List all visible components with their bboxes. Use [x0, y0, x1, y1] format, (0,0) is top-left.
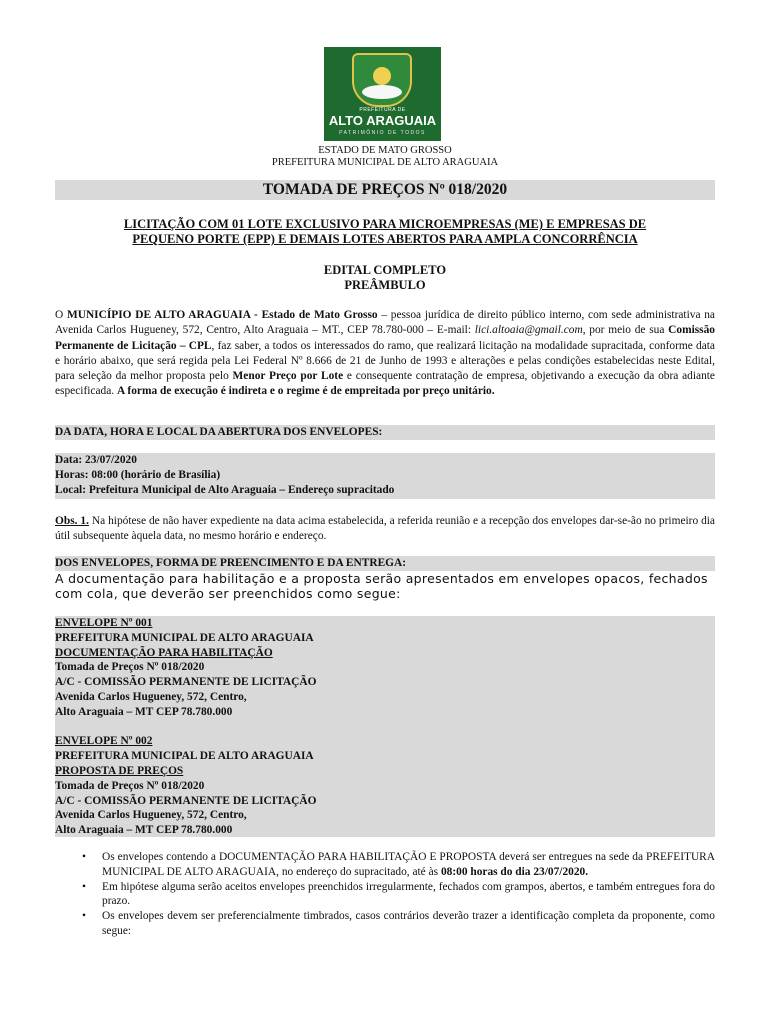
criteria-text: Menor Preço por Lote [232, 370, 344, 383]
municipality-logo [324, 47, 441, 141]
logo-tagline: PATRIMÔNIO DE TODOS [339, 130, 426, 136]
edital-line-1: EDITAL COMPLETO [323, 263, 447, 277]
municipality-name: MUNICÍPIO DE ALTO ARAGUAIA - Estado de Mato Grosso [66, 309, 378, 321]
logo-big-text: ALTO ARAGUAIA [328, 113, 437, 128]
email-link[interactable]: lici.altoaia@gmail.com [474, 324, 583, 337]
envelope-1-city: Alto Araguaia – MT CEP 78.780.000 [55, 705, 233, 718]
bullet-icon: • [82, 880, 86, 893]
envelope-2-org: PREFEITURA MUNICIPAL DE ALTO ARAGUAIA [55, 750, 314, 763]
document-title: TOMADA DE PREÇOS Nº 018/2020 [55, 180, 715, 200]
bullet-icon: • [82, 910, 86, 923]
envelopes-box [55, 616, 715, 837]
date-line: Data: 23/07/2020 [55, 454, 137, 466]
envelope-2-ac: A/C - COMISSÃO PERMANENTE DE LICITAÇÃO [55, 794, 317, 807]
regime-text: A forma de execução é indireta e o regime é de empreitada por preço unitário. [116, 385, 495, 398]
envelope-2-doc: PROPOSTA DE PREÇOS [55, 764, 184, 777]
preamble-paragraph: O MUNICÍPIO DE ALTO ARAGUAIA - Estado de Mato Grosso – pessoa jurídica de direito público interno, com sede administrativa na Avenida Carlos Hugueney, 572, Centro, Alto Araguaia – MT., CEP 78.780-000 – E-mail: lici.altoaia@gmail.com, por meio de sua Comissão Permanente de Licitação – CPL, faz saber, a todos os interessados do ramo, que realizará licitação na modalidade supracitada, conforme data e horário abaixo, que será regida pela Lei Federal Nº 8.666 de 21 de Junho de 1993 e alterações e pelas condições estabelecidas neste Edital, para seleção da melhor proposta pelo Menor Preço por Lote e consequente contratação de empresa, objetivando a execução da obra adiante especificada. A forma de execução é indireta e o regime é de empreitada por preço unitário. [55, 309, 715, 398]
bullet-icon: • [82, 851, 86, 863]
envelope-2-city: Alto Araguaia – MT CEP 78.780.000 [55, 824, 233, 837]
envelope-1-ac: A/C - COMISSÃO PERMANENTE DE LICITAÇÃO [55, 676, 317, 689]
envelope-1-address: Avenida Carlos Hugueney, 572, Centro, [55, 690, 247, 703]
section-heading-envelopes: DOS ENVELOPES, FORMA DE PREENCIMENTO E DA ENTREGA: [55, 556, 715, 571]
envelope-1-title: ENVELOPE Nº 001 [55, 617, 153, 629]
list-item: • Em hipótese alguma serão aceitos envelopes preenchidos irregularmente, fechados com grampos, abertos, e também entregues fora do prazo. [55, 880, 715, 910]
list-item: • Os envelopes devem ser preferencialmente timbrados, casos contrários deverão trazer a identificação completa da proponente, como segue: [55, 909, 715, 939]
envelope-1-org: PREFEITURA MUNICIPAL DE ALTO ARAGUAIA [55, 631, 314, 644]
envelopes-intro: A documentação para habilitação e a proposta serão apresentados em envelopes opacos, fechados com cola, que deverão ser preenchidos como segue: [55, 571, 708, 601]
observation-paragraph: Obs. 1. Na hipótese de não haver expediente na data acima estabelecida, a referida reunião e a recepção dos envelopes dar-se-ão no primeiro dia útil subsequente àquela data, no mesmo horário e endereço. [55, 515, 715, 542]
list-item: • Os envelopes contendo a DOCUMENTAÇÃO PARA HABILITAÇÃO E PROPOSTA deverá ser entregues na sede da PREFEITURA MUNICIPAL DE ALTO ARAGUAIA, no endereço do supracitado, até às 08:00 horas do dia 23/07/2020. [55, 850, 715, 880]
cpl-name: Comissão Permanente de Licitação – CPL [55, 324, 715, 352]
location-line: Local: Prefeitura Municipal de Alto Araguaia – Endereço supracitado [55, 484, 395, 496]
bullet-list [55, 850, 715, 939]
licitacao-subtitle [55, 217, 715, 247]
document-header [55, 145, 715, 169]
subtitle-line-2: PEQUENO PORTE (EPP) E DEMAIS LOTES ABERTOS PARA AMPLA CONCORRÊNCIA [132, 232, 638, 246]
logo-small-text: PREFEITURA DE [359, 107, 406, 113]
envelope-1-tp: Tomada de Preços Nº 018/2020 [55, 661, 205, 674]
edital-heading [55, 263, 715, 293]
section-heading-data: DA DATA, HORA E LOCAL DA ABERTURA DOS ENVELOPES: [55, 425, 715, 440]
header-prefeitura: PREFEITURA MUNICIPAL DE ALTO ARAGUAIA [271, 157, 499, 168]
envelope-2-tp: Tomada de Preços Nº 018/2020 [55, 779, 205, 792]
subtitle-line-1: LICITAÇÃO COM 01 LOTE EXCLUSIVO PARA MICROEMPRESAS (ME) E EMPRESAS DE [123, 217, 647, 231]
envelope-2-address: Avenida Carlos Hugueney, 572, Centro, [55, 809, 247, 822]
coat-of-arms-icon [352, 53, 412, 107]
obs-label: Obs. 1. [55, 515, 89, 527]
envelope-2-title: ENVELOPE Nº 002 [55, 735, 153, 748]
header-state: ESTADO DE MATO GROSSO [318, 145, 452, 156]
edital-line-2: PREÂMBULO [344, 278, 426, 292]
time-line: Horas: 08:00 (horário de Brasília) [55, 469, 221, 481]
envelope-1-doc: DOCUMENTAÇÃO PARA HABILITAÇÃO [55, 646, 273, 659]
date-box [55, 453, 715, 499]
